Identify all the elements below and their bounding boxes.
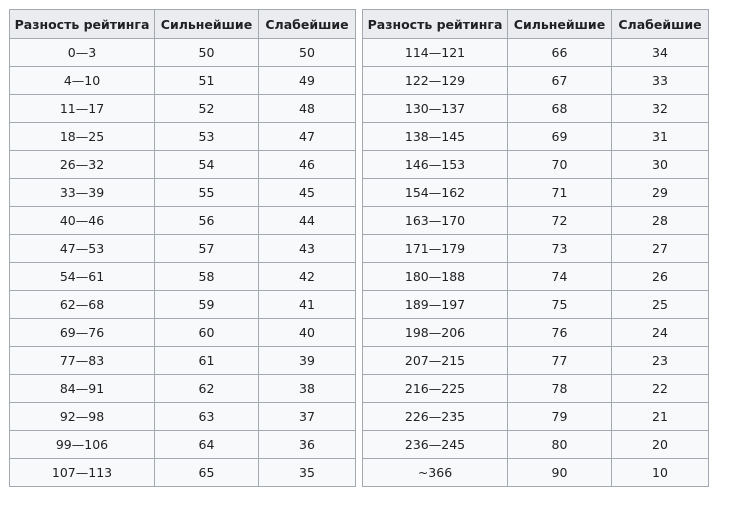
cell-weaker: 41 <box>259 291 356 319</box>
table-row <box>10 431 356 459</box>
cell-stronger: 52 <box>155 95 259 123</box>
cell-stronger: 55 <box>155 179 259 207</box>
cell-weaker: 24 <box>612 319 709 347</box>
table-row <box>363 431 709 459</box>
cell-weaker: 28 <box>612 207 709 235</box>
cell-stronger: 73 <box>508 235 612 263</box>
cell-rating-difference: 99—106 <box>10 431 155 459</box>
header-stronger: Сильнейшие <box>508 10 612 39</box>
cell-weaker: 34 <box>612 39 709 67</box>
cell-stronger: 70 <box>508 151 612 179</box>
table-row <box>10 319 356 347</box>
cell-rating-difference: 107—113 <box>10 459 155 487</box>
cell-stronger: 69 <box>508 123 612 151</box>
cell-rating-difference: 77—83 <box>10 347 155 375</box>
cell-weaker: 49 <box>259 67 356 95</box>
table-body <box>10 39 356 487</box>
table-row <box>10 235 356 263</box>
cell-rating-difference: 236—245 <box>363 431 508 459</box>
cell-stronger: 66 <box>508 39 612 67</box>
cell-stronger: 60 <box>155 319 259 347</box>
cell-rating-difference: 62—68 <box>10 291 155 319</box>
table-header-row <box>10 10 356 39</box>
table-row <box>363 403 709 431</box>
table-body <box>363 39 709 487</box>
cell-rating-difference: 4—10 <box>10 67 155 95</box>
cell-rating-difference: 146—153 <box>363 151 508 179</box>
cell-rating-difference: 114—121 <box>363 39 508 67</box>
cell-stronger: 56 <box>155 207 259 235</box>
cell-weaker: 42 <box>259 263 356 291</box>
cell-weaker: 38 <box>259 375 356 403</box>
header-rating-difference: Разность рейтинга <box>10 10 155 39</box>
cell-stronger: 90 <box>508 459 612 487</box>
cell-weaker: 26 <box>612 263 709 291</box>
cell-weaker: 25 <box>612 291 709 319</box>
header-rating-difference: Разность рейтинга <box>363 10 508 39</box>
cell-rating-difference: 92—98 <box>10 403 155 431</box>
cell-stronger: 75 <box>508 291 612 319</box>
cell-stronger: 53 <box>155 123 259 151</box>
cell-rating-difference: 40—46 <box>10 207 155 235</box>
cell-weaker: 10 <box>612 459 709 487</box>
cell-rating-difference: 216—225 <box>363 375 508 403</box>
table-row <box>363 291 709 319</box>
cell-stronger: 50 <box>155 39 259 67</box>
cell-rating-difference: 33—39 <box>10 179 155 207</box>
header-weaker: Слабейшие <box>612 10 709 39</box>
cell-stronger: 58 <box>155 263 259 291</box>
cell-rating-difference: 171—179 <box>363 235 508 263</box>
cell-stronger: 79 <box>508 403 612 431</box>
cell-rating-difference: 0—3 <box>10 39 155 67</box>
table-row <box>10 95 356 123</box>
table-row <box>363 95 709 123</box>
table-row <box>363 235 709 263</box>
header-stronger: Сильнейшие <box>155 10 259 39</box>
table-row <box>363 375 709 403</box>
cell-weaker: 30 <box>612 151 709 179</box>
cell-rating-difference: 189—197 <box>363 291 508 319</box>
cell-stronger: 65 <box>155 459 259 487</box>
table-row <box>10 67 356 95</box>
cell-weaker: 44 <box>259 207 356 235</box>
table-row <box>10 39 356 67</box>
table-row <box>10 123 356 151</box>
cell-weaker: 31 <box>612 123 709 151</box>
table-row <box>363 347 709 375</box>
cell-rating-difference: 84—91 <box>10 375 155 403</box>
cell-stronger: 59 <box>155 291 259 319</box>
cell-stronger: 51 <box>155 67 259 95</box>
cell-weaker: 46 <box>259 151 356 179</box>
cell-stronger: 63 <box>155 403 259 431</box>
cell-stronger: 71 <box>508 179 612 207</box>
cell-rating-difference: 138—145 <box>363 123 508 151</box>
cell-weaker: 27 <box>612 235 709 263</box>
cell-rating-difference: 207—215 <box>363 347 508 375</box>
cell-weaker: 35 <box>259 459 356 487</box>
table-row <box>363 319 709 347</box>
cell-stronger: 72 <box>508 207 612 235</box>
cell-rating-difference: 198—206 <box>363 319 508 347</box>
cell-stronger: 57 <box>155 235 259 263</box>
table-row <box>10 459 356 487</box>
cell-weaker: 20 <box>612 431 709 459</box>
cell-stronger: 54 <box>155 151 259 179</box>
cell-weaker: 23 <box>612 347 709 375</box>
cell-weaker: 45 <box>259 179 356 207</box>
cell-stronger: 67 <box>508 67 612 95</box>
cell-rating-difference: ~366 <box>363 459 508 487</box>
cell-stronger: 62 <box>155 375 259 403</box>
cell-weaker: 40 <box>259 319 356 347</box>
cell-rating-difference: 226—235 <box>363 403 508 431</box>
cell-stronger: 77 <box>508 347 612 375</box>
cell-rating-difference: 154—162 <box>363 179 508 207</box>
rating-table-left <box>9 9 356 487</box>
cell-weaker: 39 <box>259 347 356 375</box>
cell-weaker: 43 <box>259 235 356 263</box>
rating-table-right <box>362 9 709 487</box>
cell-weaker: 50 <box>259 39 356 67</box>
table-row <box>363 459 709 487</box>
table-row <box>363 151 709 179</box>
table-row <box>363 123 709 151</box>
cell-stronger: 68 <box>508 95 612 123</box>
cell-weaker: 29 <box>612 179 709 207</box>
cell-stronger: 64 <box>155 431 259 459</box>
table-row <box>10 151 356 179</box>
cell-rating-difference: 163—170 <box>363 207 508 235</box>
cell-stronger: 78 <box>508 375 612 403</box>
cell-weaker: 21 <box>612 403 709 431</box>
table-row <box>363 39 709 67</box>
table-row <box>363 179 709 207</box>
cell-stronger: 74 <box>508 263 612 291</box>
table-row <box>10 403 356 431</box>
table-row <box>10 263 356 291</box>
cell-rating-difference: 69—76 <box>10 319 155 347</box>
table-row <box>10 179 356 207</box>
cell-rating-difference: 47—53 <box>10 235 155 263</box>
cell-weaker: 47 <box>259 123 356 151</box>
cell-rating-difference: 11—17 <box>10 95 155 123</box>
cell-rating-difference: 18—25 <box>10 123 155 151</box>
cell-rating-difference: 54—61 <box>10 263 155 291</box>
cell-weaker: 33 <box>612 67 709 95</box>
table-row <box>10 375 356 403</box>
cell-weaker: 48 <box>259 95 356 123</box>
table-row <box>363 263 709 291</box>
table-row <box>363 67 709 95</box>
table-row <box>10 207 356 235</box>
cell-weaker: 37 <box>259 403 356 431</box>
rating-tables <box>9 9 709 487</box>
table-row <box>10 291 356 319</box>
cell-stronger: 61 <box>155 347 259 375</box>
cell-rating-difference: 26—32 <box>10 151 155 179</box>
table-header-row <box>363 10 709 39</box>
cell-stronger: 76 <box>508 319 612 347</box>
cell-rating-difference: 130—137 <box>363 95 508 123</box>
cell-rating-difference: 122—129 <box>363 67 508 95</box>
table-row <box>10 347 356 375</box>
cell-weaker: 22 <box>612 375 709 403</box>
header-weaker: Слабейшие <box>259 10 356 39</box>
cell-weaker: 36 <box>259 431 356 459</box>
table-row <box>363 207 709 235</box>
cell-stronger: 80 <box>508 431 612 459</box>
cell-rating-difference: 180—188 <box>363 263 508 291</box>
cell-weaker: 32 <box>612 95 709 123</box>
